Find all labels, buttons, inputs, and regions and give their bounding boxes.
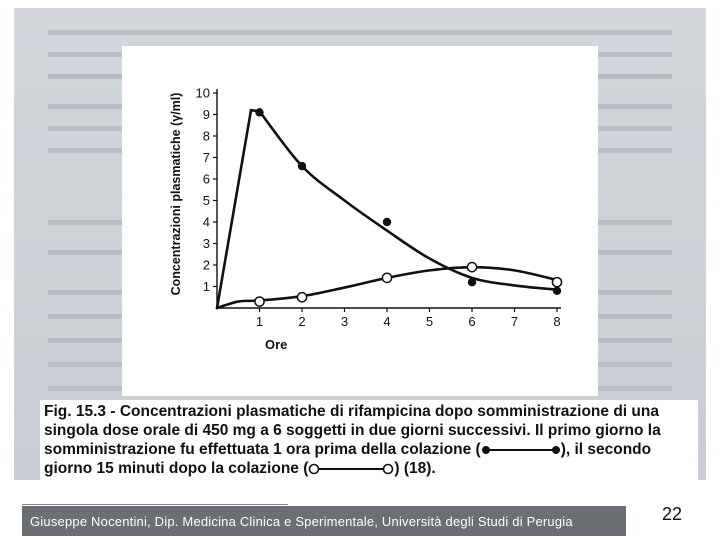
day2-point — [552, 278, 561, 287]
y-tick-label: 8 — [202, 128, 210, 144]
rifampicin-plasma-chart — [122, 46, 598, 396]
day1-point — [255, 108, 263, 116]
day1-point — [553, 287, 561, 295]
y-ticks — [196, 86, 217, 295]
footer-credit: Giuseppe Nocentini, Dip. Medicina Clinica e Sperimentale, Università degli Studi di Perugia — [30, 514, 573, 529]
y-tick-label: 5 — [202, 193, 210, 208]
y-axis-label: Concentrazioni plasmatiche (γ/ml) — [169, 92, 183, 296]
y-tick-label: 4 — [202, 214, 210, 230]
x-tick-label: 4 — [383, 314, 391, 329]
caption-text-2: ), il secondo giorno 15 minuti dopo la colazione ( — [44, 441, 652, 477]
day2-point — [467, 263, 476, 272]
day1-point — [468, 278, 476, 286]
footer-bar — [22, 506, 626, 536]
x-tick-label: 5 — [425, 314, 434, 329]
caption-text-3: ) (18). — [394, 460, 436, 477]
y-tick-label: 2 — [202, 257, 210, 273]
day1-point — [383, 218, 391, 226]
day2-point — [255, 297, 264, 306]
x-tick-label: 1 — [255, 314, 264, 329]
y-tick-label: 7 — [202, 150, 210, 165]
y-tick-label: 1 — [202, 279, 210, 294]
y-tick-label: 3 — [202, 236, 210, 251]
x-tick-label: 8 — [553, 314, 561, 329]
day2-point — [297, 293, 306, 302]
x-tick-label: 2 — [298, 314, 306, 329]
y-tick-label: 10 — [195, 85, 210, 101]
ghost-text-line — [48, 30, 672, 35]
x-tick-label: 7 — [510, 314, 519, 329]
x-ticks — [256, 308, 561, 329]
series-markers — [255, 108, 562, 306]
open-marker-key — [308, 463, 394, 475]
y-tick-label: 9 — [202, 107, 210, 122]
caption-text-1: Concentrazioni plasmatiche di rifampicina dopo somministrazione di una singola dose orale di 450 mg a 6 soggetti in due giorni successivi. Il primo giorno la somministrazione fu effettuata 1 ora prima della colazione ( — [44, 403, 661, 458]
figure-panel — [122, 46, 598, 396]
footer-divider — [22, 504, 288, 505]
x-tick-label: 3 — [340, 314, 349, 329]
x-axis-label: Ore — [265, 337, 288, 352]
figure-caption — [40, 400, 698, 480]
day1-point — [298, 162, 306, 170]
x-tick-label: 6 — [468, 314, 476, 329]
y-tick-label: 6 — [202, 171, 210, 187]
filled-marker-key — [481, 444, 561, 456]
day2-point — [382, 273, 391, 282]
caption-fig-label: Fig. 15.3 - — [44, 403, 116, 420]
page-number: 22 — [662, 504, 683, 524]
